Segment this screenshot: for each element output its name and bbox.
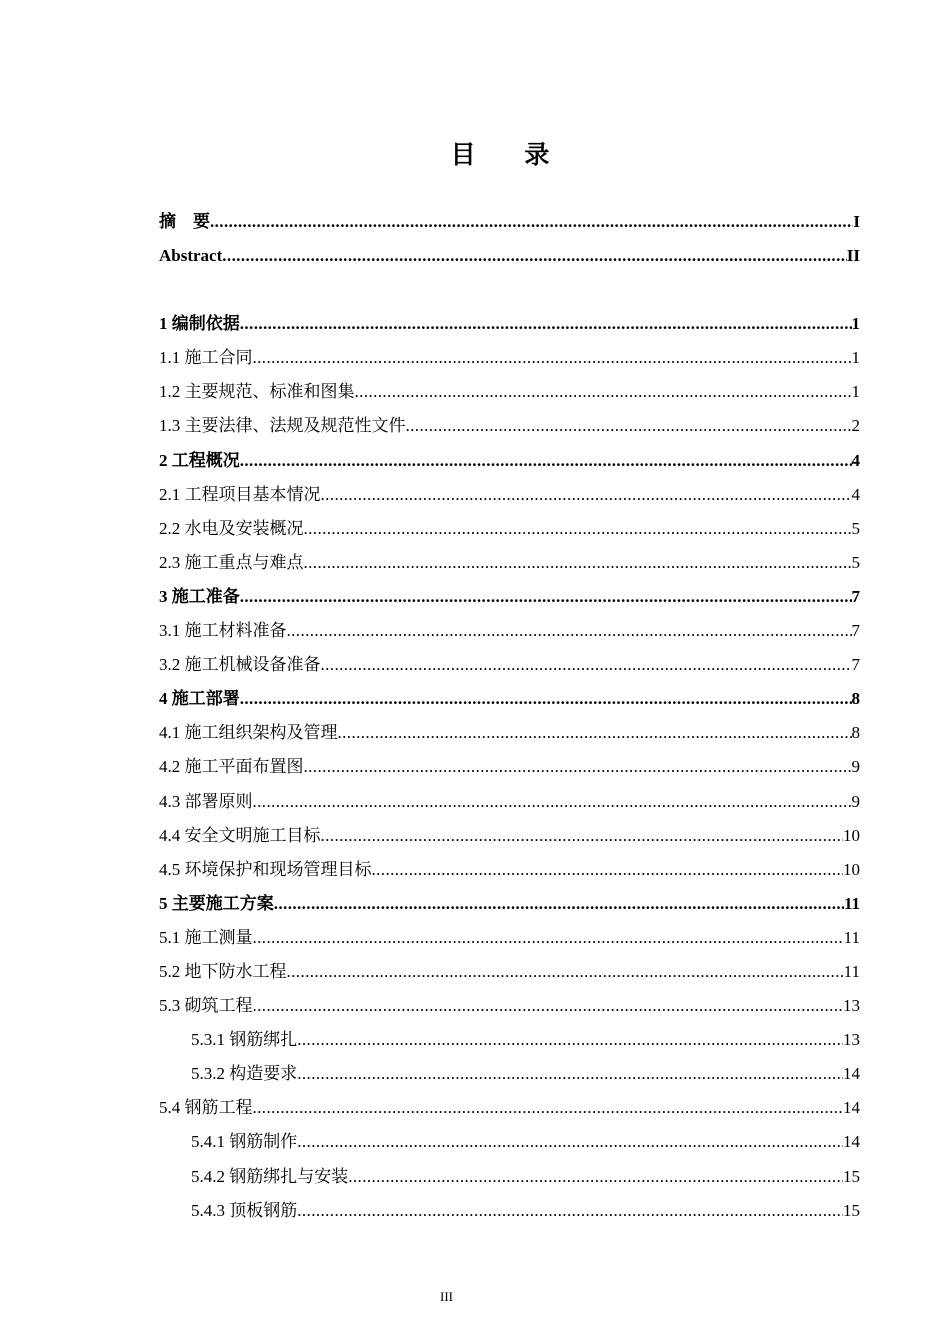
toc-dot-leader xyxy=(253,989,844,1023)
toc-entry-page: 14 xyxy=(843,1064,860,1084)
toc-dot-leader xyxy=(297,1194,843,1228)
toc-dot-leader xyxy=(297,1125,843,1159)
toc-entry-label: 4 施工部署 xyxy=(159,689,240,709)
toc-entry[interactable] xyxy=(159,341,860,375)
table-of-contents xyxy=(159,205,860,1228)
toc-entry-page: 7 xyxy=(851,655,860,675)
toc-dot-leader xyxy=(287,955,844,989)
toc-entry-label: 1.3 主要法律、法规及规范性文件 xyxy=(159,416,406,436)
toc-entry[interactable] xyxy=(159,546,860,580)
toc-entry[interactable] xyxy=(159,1194,860,1228)
toc-entry-page: 11 xyxy=(843,927,860,947)
toc-dot-leader xyxy=(321,819,844,853)
toc-entry-page: 7 xyxy=(851,621,860,641)
toc-dot-leader xyxy=(240,444,852,478)
toc-entry-page: 10 xyxy=(843,859,860,879)
toc-entry-page: 8 xyxy=(851,689,860,709)
toc-entry[interactable] xyxy=(159,614,860,648)
toc-entry-page: II xyxy=(846,246,860,266)
toc-entry-page: 1 xyxy=(851,382,860,402)
toc-entry-label: 5.3.2 构造要求 xyxy=(191,1064,298,1084)
toc-dot-leader xyxy=(338,716,852,750)
toc-dot-leader xyxy=(348,1160,843,1194)
toc-entry-label: 4.4 安全文明施工目标 xyxy=(159,825,321,845)
toc-entry-page: 1 xyxy=(851,314,860,334)
toc-entry-label: 1 编制依据 xyxy=(159,314,240,334)
toc-dot-leader xyxy=(372,853,844,887)
toc-entry-label: 3 施工准备 xyxy=(159,586,240,606)
toc-entry-label: 2.1 工程项目基本情况 xyxy=(159,484,321,504)
toc-entry-label: 1.2 主要规范、标准和图集 xyxy=(159,382,355,402)
toc-entry-page: 15 xyxy=(843,1166,860,1186)
toc-entry[interactable] xyxy=(159,819,860,853)
toc-entry[interactable] xyxy=(159,444,860,478)
toc-entry-page: 2 xyxy=(851,416,860,436)
toc-dot-leader xyxy=(321,478,852,512)
toc-entry[interactable] xyxy=(159,1160,860,1194)
toc-entry-label: 4.3 部署原则 xyxy=(159,791,253,811)
toc-entry-page: 14 xyxy=(843,1132,860,1152)
toc-dot-leader xyxy=(253,1091,844,1125)
toc-dot-leader xyxy=(210,205,853,239)
toc-entry-label: 5.4 钢筋工程 xyxy=(159,1098,253,1118)
toc-entry-page: 13 xyxy=(843,1030,860,1050)
toc-entry[interactable] xyxy=(159,478,860,512)
toc-entry[interactable] xyxy=(159,1125,860,1159)
toc-entry-page: 11 xyxy=(843,961,860,981)
toc-entry[interactable] xyxy=(159,853,860,887)
toc-entry[interactable] xyxy=(159,1091,860,1125)
toc-entry[interactable] xyxy=(159,1057,860,1091)
toc-dot-leader xyxy=(222,239,847,273)
toc-entry-page: 9 xyxy=(851,791,860,811)
toc-entry-label: 3.2 施工机械设备准备 xyxy=(159,655,321,675)
toc-dot-leader xyxy=(274,887,844,921)
toc-entry-page: 10 xyxy=(843,825,860,845)
toc-dot-leader xyxy=(304,512,852,546)
toc-entry-label: 5.2 地下防水工程 xyxy=(159,961,287,981)
toc-entry-page: 5 xyxy=(851,518,860,538)
toc-dot-leader xyxy=(287,614,852,648)
toc-entry-page: 15 xyxy=(843,1200,860,1220)
toc-entry-label: 5.3 砌筑工程 xyxy=(159,996,253,1016)
toc-dot-leader xyxy=(253,341,852,375)
toc-entry-label: 4.2 施工平面布置图 xyxy=(159,757,304,777)
toc-dot-leader xyxy=(253,921,844,955)
toc-entry-label: 2 工程概况 xyxy=(159,450,240,470)
toc-entry-page: 13 xyxy=(843,996,860,1016)
toc-dot-leader xyxy=(304,750,852,784)
toc-dot-leader xyxy=(297,1057,843,1091)
toc-dot-leader xyxy=(240,682,852,716)
toc-entry[interactable] xyxy=(159,682,860,716)
toc-entry[interactable] xyxy=(159,785,860,819)
toc-entry-label: 5 主要施工方案 xyxy=(159,893,274,913)
toc-dot-leader xyxy=(297,1023,843,1057)
toc-entry-page: 4 xyxy=(851,484,860,504)
toc-entry-label: 摘 要 xyxy=(159,212,210,231)
toc-entry-label: 5.1 施工测量 xyxy=(159,927,253,947)
toc-entry-page: 11 xyxy=(843,893,860,913)
toc-entry-page: 7 xyxy=(851,586,860,606)
toc-dot-leader xyxy=(253,785,852,819)
toc-dot-leader xyxy=(321,648,852,682)
toc-entry-label: 4.1 施工组织架构及管理 xyxy=(159,723,338,743)
toc-dot-leader xyxy=(304,546,852,580)
toc-entry-label: 5.4.2 钢筋绑扎与安装 xyxy=(191,1166,349,1186)
toc-entry[interactable] xyxy=(159,750,860,784)
page-title: 目 录 xyxy=(450,140,570,169)
toc-entry-label: 3.1 施工材料准备 xyxy=(159,621,287,641)
toc-entry-label: 1.1 施工合同 xyxy=(159,348,253,368)
toc-dot-leader xyxy=(355,375,852,409)
toc-entry[interactable] xyxy=(159,239,860,273)
toc-entry[interactable] xyxy=(159,648,860,682)
toc-entry[interactable] xyxy=(159,921,860,955)
footer-page-number: III xyxy=(440,1289,453,1304)
toc-entry-label: 2.3 施工重点与难点 xyxy=(159,552,304,572)
toc-entry-label: Abstract xyxy=(159,246,223,266)
toc-entry-page: 9 xyxy=(851,757,860,777)
toc-entry[interactable] xyxy=(159,989,860,1023)
toc-entry[interactable] xyxy=(159,887,860,921)
toc-entry[interactable] xyxy=(159,1023,860,1057)
toc-entry-label: 5.3.1 钢筋绑扎 xyxy=(191,1030,298,1050)
toc-entry[interactable] xyxy=(159,205,860,239)
toc-entry-label: 5.4.1 钢筋制作 xyxy=(191,1132,298,1152)
toc-entry[interactable] xyxy=(159,580,860,614)
toc-entry[interactable] xyxy=(159,409,860,443)
toc-dot-leader xyxy=(406,409,852,443)
toc-entry-page: 5 xyxy=(851,552,860,572)
toc-entry-page: 8 xyxy=(851,723,860,743)
toc-entry-label: 5.4.3 顶板钢筋 xyxy=(191,1200,298,1220)
toc-entry[interactable] xyxy=(159,716,860,750)
toc-entry[interactable] xyxy=(159,307,860,341)
toc-entry[interactable] xyxy=(159,375,860,409)
toc-entry[interactable] xyxy=(159,955,860,989)
toc-dot-leader xyxy=(240,580,852,614)
toc-entry-page: 14 xyxy=(843,1098,860,1118)
toc-entry-label: 4.5 环境保护和现场管理目标 xyxy=(159,859,372,879)
toc-entry[interactable] xyxy=(159,512,860,546)
toc-entry-page: 4 xyxy=(851,450,860,470)
toc-entry-page: 1 xyxy=(851,348,860,368)
toc-dot-leader xyxy=(240,307,852,341)
toc-entry-page: I xyxy=(853,212,860,231)
toc-entry-label: 2.2 水电及安装概况 xyxy=(159,518,304,538)
